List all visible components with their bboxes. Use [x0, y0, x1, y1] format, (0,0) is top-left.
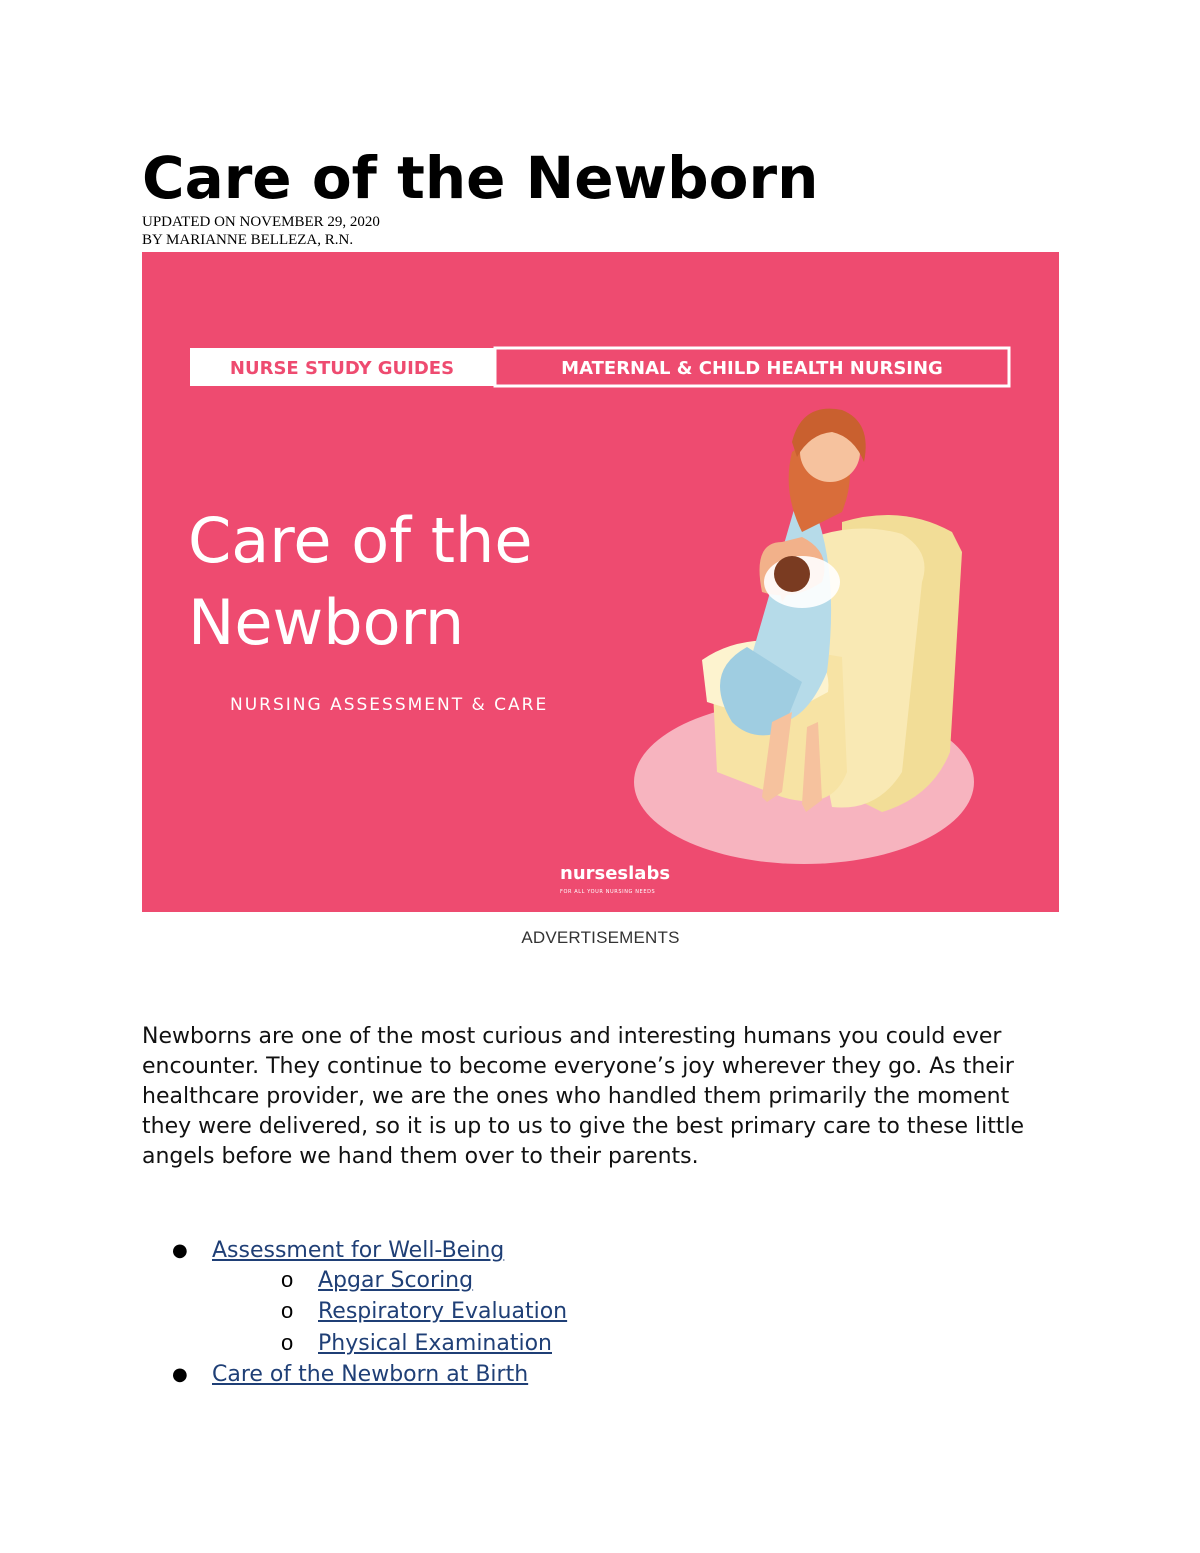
- bullet-disc-icon: ●: [172, 1240, 188, 1261]
- bullet-circle-icon: o: [281, 1298, 294, 1323]
- hero-title-line1: Care of the: [188, 504, 533, 577]
- bullet-circle-icon: o: [281, 1330, 294, 1355]
- article-title: Care of the Newborn: [142, 144, 819, 212]
- hero-banner-image: [142, 252, 1059, 912]
- hero-illustration: [142, 252, 1059, 912]
- toc-link-respiratory-evaluation[interactable]: Respiratory Evaluation: [318, 1299, 568, 1324]
- advertisements-label: ADVERTISEMENTS: [521, 928, 680, 947]
- bullet-circle-icon: o: [281, 1267, 294, 1292]
- nurseslabs-logo-tagline: FOR ALL YOUR NURSING NEEDS: [560, 889, 656, 895]
- toc-link-physical-examination[interactable]: Physical Examination: [318, 1331, 552, 1356]
- tab-left-label: NURSE STUDY GUIDES: [229, 358, 455, 379]
- toc-link-care-of-newborn-at-birth[interactable]: Care of the Newborn at Birth: [212, 1362, 529, 1387]
- toc-link-assessment-for-well-being[interactable]: Assessment for Well-Being: [212, 1238, 505, 1263]
- nurseslabs-logo-text: nurseslabs: [560, 863, 671, 884]
- intro-paragraph: Newborns are one of the most curious and interesting humans you could ever encounter. They continue to become everyone’s joy wherever they go. As their healthcare provider, we are the ones who handled them primarily the moment they were delivered, so it is up to us to give the best primary care to these little angels before we hand them over to their parents.: [142, 1024, 1025, 1169]
- author-byline: BY MARIANNE BELLEZA, R.N.: [142, 232, 354, 248]
- hero-subtitle: NURSING ASSESSMENT & CARE: [230, 695, 549, 715]
- bullet-disc-icon: ●: [172, 1364, 188, 1385]
- tab-right-label: MATERNAL & CHILD HEALTH NURSING: [561, 358, 943, 379]
- hero-title-line2: Newborn: [188, 586, 465, 659]
- updated-date: UPDATED ON NOVEMBER 29, 2020: [142, 214, 380, 230]
- toc-link-apgar-scoring[interactable]: Apgar Scoring: [318, 1268, 474, 1293]
